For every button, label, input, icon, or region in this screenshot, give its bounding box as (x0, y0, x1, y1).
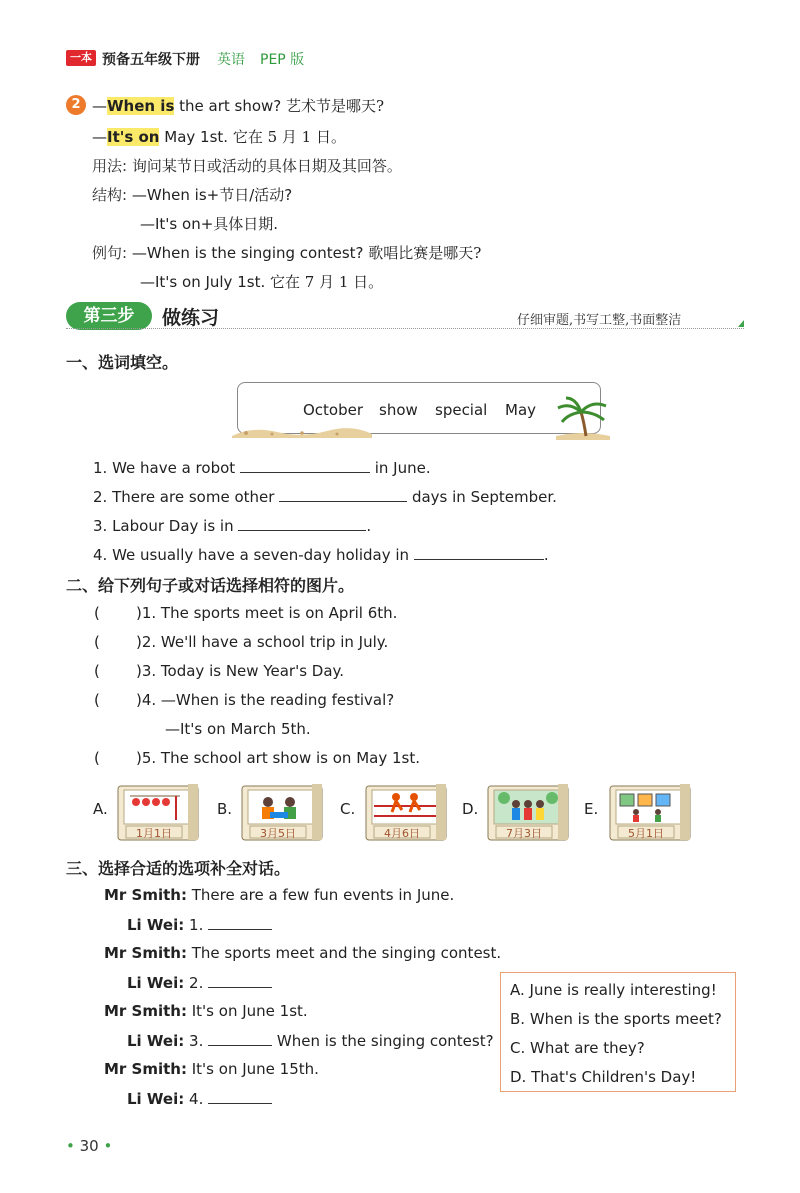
palm-tree-icon (556, 396, 610, 440)
paren-4[interactable]: ( (94, 691, 100, 709)
dialog-text-5: It's on June 1st. (191, 1002, 308, 1020)
picture-c-date: 4月6日 (384, 827, 420, 840)
structure-line-2: —It's on+具体日期. (140, 215, 279, 233)
example-line-2 (140, 271, 383, 292)
dialog-blank-1[interactable] (208, 915, 272, 930)
fill-item-3-pre: 3. Labour Day is in (93, 517, 234, 535)
item-number-badge: 2 (66, 95, 86, 115)
publisher-logo: 一本 (66, 50, 96, 66)
page-number-text: 30 (79, 1137, 99, 1155)
option-d: D. That's Children's Day! (510, 1068, 697, 1086)
answer-translation: 它在 5 月 1 日。 (232, 128, 346, 146)
dash: — (92, 97, 107, 115)
picture-letter-e: E. (584, 800, 599, 818)
structure-line-1 (92, 184, 292, 205)
dialog-text-7: It's on June 15th. (191, 1060, 319, 1078)
answer-rest: May 1st. (159, 128, 229, 146)
book-title: 预备五年级下册 (102, 52, 200, 68)
fill-item-4-post: . (543, 546, 549, 564)
usage-line (92, 155, 402, 176)
dialog-line-2 (127, 915, 272, 934)
fill-item-3 (93, 516, 371, 535)
dialog-text-6-after: When is the singing contest? (276, 1032, 494, 1050)
picture-d-date: 7月3日 (506, 827, 542, 840)
fill-item-1-pre: 1. We have a robot (93, 459, 236, 477)
paren-2[interactable]: ( (94, 633, 100, 651)
step-badge: 第三步 (66, 302, 152, 330)
section2-title: 二、给下列句子或对话选择相符的图片。 (66, 576, 355, 595)
dash: — (92, 128, 107, 146)
highlight-when-is: When is (107, 97, 175, 115)
dialog-line-4 (127, 973, 272, 992)
picture-letter-c: C. (340, 800, 356, 818)
speaker-li-wei: Li Wei: (127, 1090, 185, 1108)
question-rest: the art show? (174, 97, 282, 115)
dialog-blank-3[interactable] (208, 1031, 272, 1046)
paren-5[interactable]: ( (94, 749, 100, 767)
step-divider (66, 328, 744, 330)
speaker-mr-smith: Mr Smith: (104, 886, 187, 904)
sand-decoration-icon (232, 424, 372, 438)
step-title: 做练习 (162, 307, 220, 329)
subject-label: 英语 (217, 52, 245, 68)
dialog-text-2: 1. (189, 916, 204, 934)
dialog-line-3 (104, 944, 501, 962)
speaker-mr-smith: Mr Smith: (104, 944, 187, 962)
option-c: C. What are they? (510, 1039, 645, 1057)
match-item-4-answer: —It's on March 5th. (165, 720, 311, 738)
question-line (92, 95, 384, 116)
match-item-1: )1. The sports meet is on April 6th. (136, 604, 398, 622)
picture-letter-d: D. (462, 800, 479, 818)
section1-title: 一、选词填空。 (66, 353, 179, 372)
version-label: PEP 版 (260, 52, 305, 68)
highlight-its-on: It's on (107, 128, 160, 146)
dialog-line-7 (104, 1060, 319, 1078)
question-translation: 艺术节是哪天? (286, 97, 385, 115)
option-b: B. When is the sports meet? (510, 1010, 722, 1028)
structure-text-1: —When is+节日/活动? (131, 186, 293, 204)
fill-item-2-post: days in September. (411, 488, 557, 506)
example-line-1 (92, 242, 481, 263)
match-item-2: )2. We'll have a school trip in July. (136, 633, 389, 651)
dialog-text-4: 2. (189, 974, 204, 992)
bullet-dot-icon: • (66, 1137, 75, 1155)
speaker-li-wei: Li Wei: (127, 974, 185, 992)
option-a: A. June is really interesting! (510, 981, 717, 999)
example-cn-1: 歌唱比赛是哪天? (368, 244, 482, 262)
dialog-text-1: There are a few fun events in June. (191, 886, 455, 904)
match-item-4: )4. —When is the reading festival? (136, 691, 395, 709)
picture-e-date: 5月1日 (628, 827, 664, 840)
word-special: special (435, 401, 488, 419)
answer-line (92, 126, 346, 147)
fill-item-2 (93, 487, 557, 506)
speaker-li-wei: Li Wei: (127, 1032, 185, 1050)
fill-blank-3[interactable] (238, 516, 366, 531)
example-en-2: —It's on July 1st. (140, 273, 266, 291)
dialog-blank-4[interactable] (208, 1089, 272, 1104)
fill-item-1-post: in June. (374, 459, 431, 477)
fill-item-4-pre: 4. We usually have a seven-day holiday in (93, 546, 410, 564)
structure-label: 结构: (92, 186, 128, 204)
fill-item-4 (93, 545, 549, 564)
dialog-line-5 (104, 1002, 308, 1020)
fill-blank-2[interactable] (279, 487, 407, 502)
dialog-line-6 (127, 1031, 494, 1050)
dialog-text-6: 3. (189, 1032, 204, 1050)
step-tip: 仔细审题,书写工整,书面整洁 (517, 313, 682, 328)
picture-b-date: 3月5日 (260, 827, 296, 840)
picture-letter-a: A. (93, 800, 108, 818)
section3-title: 三、选择合适的选项补全对话。 (66, 859, 291, 878)
dialog-line-1 (104, 886, 454, 904)
fill-blank-1[interactable] (240, 458, 370, 473)
word-show: show (379, 401, 418, 419)
fill-blank-4[interactable] (414, 545, 544, 560)
fill-item-2-pre: 2. There are some other (93, 488, 275, 506)
paren-3[interactable]: ( (94, 662, 100, 680)
example-label: 例句: (92, 244, 128, 262)
match-item-5: )5. The school art show is on May 1st. (136, 749, 420, 767)
dialog-line-8 (127, 1089, 272, 1108)
match-item-3: )3. Today is New Year's Day. (136, 662, 345, 680)
corner-triangle-icon (738, 320, 744, 327)
bullet-dot-icon: • (103, 1137, 113, 1155)
page-number (66, 1137, 112, 1155)
fill-item-3-post: . (366, 517, 372, 535)
dialog-blank-2[interactable] (208, 973, 272, 988)
dialog-text-8: 4. (189, 1090, 204, 1108)
example-en-1: —When is the singing contest? (131, 244, 364, 262)
speaker-mr-smith: Mr Smith: (104, 1060, 187, 1078)
speaker-mr-smith: Mr Smith: (104, 1002, 187, 1020)
word-may: May (505, 401, 537, 419)
picture-a-date: 1月1日 (136, 827, 172, 840)
speaker-li-wei: Li Wei: (127, 916, 185, 934)
paren-1[interactable]: ( (94, 604, 100, 622)
picture-letter-b: B. (217, 800, 233, 818)
dialog-text-3: The sports meet and the singing contest. (191, 944, 502, 962)
usage-text: 询问某节日或活动的具体日期及其回答。 (131, 157, 402, 175)
usage-label: 用法: (92, 157, 128, 175)
word-october: October (303, 401, 364, 419)
example-cn-2: 它在 7 月 1 日。 (270, 273, 384, 291)
fill-item-1 (93, 458, 431, 477)
